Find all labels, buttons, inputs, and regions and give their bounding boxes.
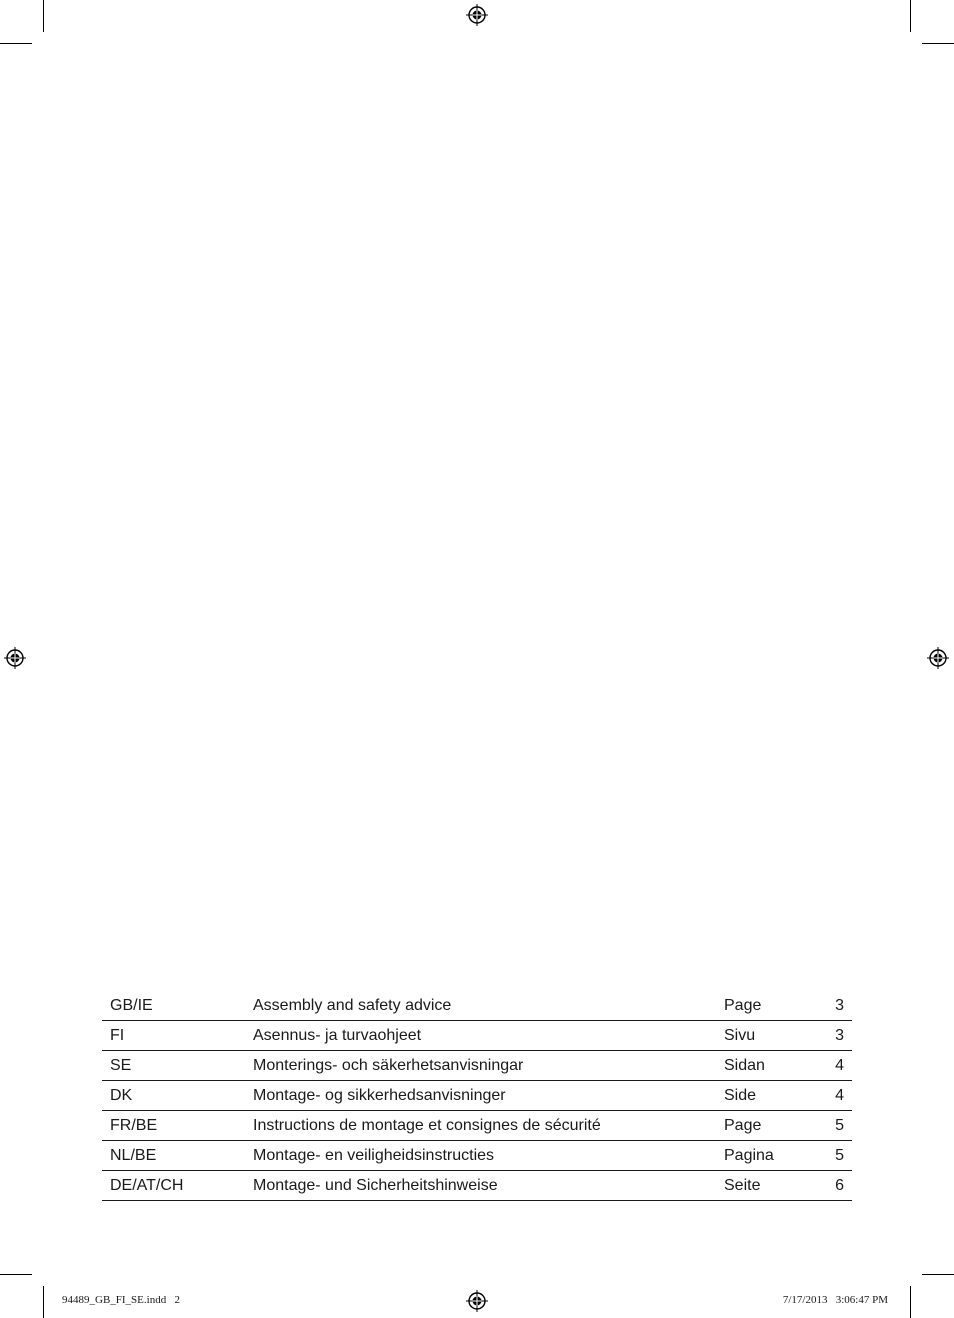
language-code: SE (102, 1051, 253, 1081)
crop-mark-icon (922, 43, 954, 44)
registration-mark-icon (4, 647, 26, 669)
crop-mark-icon (43, 0, 44, 32)
page-label: Page (724, 1111, 824, 1141)
section-title: Montage- und Sicherheitshinweise (253, 1171, 724, 1201)
crop-mark-icon (43, 1286, 44, 1318)
registration-mark-icon (466, 1290, 488, 1312)
language-index-table (102, 991, 852, 1201)
slug-filename: 94489_GB_FI_SE.indd 2 (62, 1294, 180, 1306)
table-row (102, 1141, 852, 1171)
registration-mark-icon (927, 647, 949, 669)
table-row (102, 1021, 852, 1051)
section-title: Instructions de montage et consignes de sécurité (253, 1111, 724, 1141)
language-code: FR/BE (102, 1111, 253, 1141)
section-title: Montage- en veiligheidsinstructies (253, 1141, 724, 1171)
page-number: 4 (824, 1081, 852, 1111)
table-row (102, 1171, 852, 1201)
page-label: Page (724, 991, 824, 1021)
language-code: GB/IE (102, 991, 253, 1021)
page-number: 5 (824, 1141, 852, 1171)
page-number: 3 (824, 1021, 852, 1051)
language-code: NL/BE (102, 1141, 253, 1171)
language-code: DE/AT/CH (102, 1171, 253, 1201)
slug-timestamp: 7/17/2013 3:06:47 PM (782, 1294, 888, 1306)
page-number: 3 (824, 991, 852, 1021)
page-number: 6 (824, 1171, 852, 1201)
section-title: Assembly and safety advice (253, 991, 724, 1021)
section-title: Monterings- och säkerhetsanvisningar (253, 1051, 724, 1081)
page-number: 5 (824, 1111, 852, 1141)
crop-mark-icon (910, 1286, 911, 1318)
table-row (102, 1111, 852, 1141)
crop-mark-icon (0, 1274, 32, 1275)
section-title: Asennus- ja turvaohjeet (253, 1021, 724, 1051)
page-label: Side (724, 1081, 824, 1111)
crop-mark-icon (0, 43, 32, 44)
page-label: Sidan (724, 1051, 824, 1081)
section-title: Montage- og sikkerhedsanvisninger (253, 1081, 724, 1111)
page-label: Sivu (724, 1021, 824, 1051)
crop-mark-icon (910, 0, 911, 32)
registration-mark-icon (466, 4, 488, 26)
language-code: DK (102, 1081, 253, 1111)
table-row (102, 1051, 852, 1081)
language-code: FI (102, 1021, 253, 1051)
table-row (102, 991, 852, 1021)
page-label: Seite (724, 1171, 824, 1201)
page-number: 4 (824, 1051, 852, 1081)
page-label: Pagina (724, 1141, 824, 1171)
crop-mark-icon (922, 1274, 954, 1275)
table-row (102, 1081, 852, 1111)
